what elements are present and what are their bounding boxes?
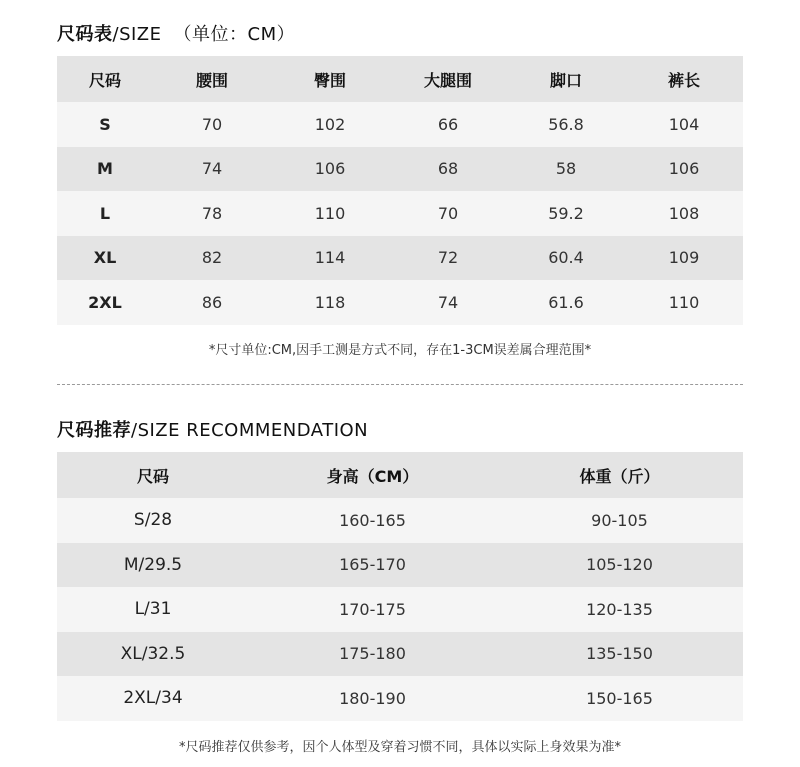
size-chart-header-cell: 臀围 [271, 56, 389, 102]
table-row [57, 587, 743, 632]
size-chart-header-cell: 大腿围 [389, 56, 507, 102]
table-cell: 180-190 [249, 676, 496, 721]
table-row [57, 632, 743, 677]
recommendation-title [57, 416, 368, 442]
recommendation-title-en: /SIZE RECOMMENDATION [131, 420, 369, 441]
table-cell: 2XL/34 [57, 676, 249, 721]
table-cell: 118 [271, 280, 389, 325]
recommendation-header-cell: 体重（斤） [496, 452, 743, 498]
table-cell: 109 [625, 236, 743, 281]
table-cell: 106 [625, 147, 743, 192]
table-cell: 105-120 [496, 543, 743, 588]
table-cell: 66 [389, 102, 507, 147]
table-cell: 110 [271, 191, 389, 236]
table-cell: 114 [271, 236, 389, 281]
table-cell: 70 [153, 102, 271, 147]
table-cell: 82 [153, 236, 271, 281]
size-chart-header-cell: 脚口 [507, 56, 625, 102]
size-chart-title [57, 20, 295, 46]
recommendation-header-cell: 身高（CM） [249, 452, 496, 498]
table-cell: 102 [271, 102, 389, 147]
size-chart-header-cell: 腰围 [153, 56, 271, 102]
recommendation-title-cn: 尺码推荐 [57, 420, 131, 441]
size-chart-title-cn: 尺码表 [57, 24, 113, 45]
table-cell: 108 [625, 191, 743, 236]
table-cell: 59.2 [507, 191, 625, 236]
table-cell: 56.8 [507, 102, 625, 147]
table-cell: 150-165 [496, 676, 743, 721]
table-cell: L [57, 191, 153, 236]
table-cell: 78 [153, 191, 271, 236]
size-chart-title-unit: （单位：CM） [173, 24, 296, 45]
table-cell: 120-135 [496, 587, 743, 632]
table-cell: M/29.5 [57, 543, 249, 588]
table-cell: 175-180 [249, 632, 496, 677]
table-cell: 104 [625, 102, 743, 147]
table-cell: M [57, 147, 153, 192]
table-row [57, 147, 743, 192]
table-cell: 135-150 [496, 632, 743, 677]
size-chart-table [57, 56, 743, 325]
recommendation-header-cell: 尺码 [57, 452, 249, 498]
recommendation-table [57, 452, 743, 721]
table-cell: XL/32.5 [57, 632, 249, 677]
table-row [57, 191, 743, 236]
table-cell: 2XL [57, 280, 153, 325]
table-cell: 106 [271, 147, 389, 192]
table-cell: XL [57, 236, 153, 281]
table-cell: 58 [507, 147, 625, 192]
table-cell: 61.6 [507, 280, 625, 325]
table-row [57, 543, 743, 588]
size-chart-header-cell: 尺码 [57, 56, 153, 102]
table-row [57, 498, 743, 543]
recommendation-header-row [57, 452, 743, 498]
table-cell: S/28 [57, 498, 249, 543]
table-row [57, 676, 743, 721]
table-cell: 90-105 [496, 498, 743, 543]
table-cell: 70 [389, 191, 507, 236]
section-divider [57, 384, 743, 385]
table-cell: 170-175 [249, 587, 496, 632]
table-cell: S [57, 102, 153, 147]
table-cell: 160-165 [249, 498, 496, 543]
size-chart-note: *尺寸单位:CM,因手工测是方式不同，存在1-3CM误差属合理范围* [208, 343, 592, 358]
table-row [57, 280, 743, 325]
table-cell: 74 [153, 147, 271, 192]
table-cell: 60.4 [507, 236, 625, 281]
size-chart-header-cell: 裤长 [625, 56, 743, 102]
table-cell: L/31 [57, 587, 249, 632]
table-row [57, 236, 743, 281]
table-cell: 110 [625, 280, 743, 325]
recommendation-note: *尺码推荐仅供参考，因个人体型及穿着习惯不同，具体以实际上身效果为准* [178, 740, 621, 755]
size-chart-header-row [57, 56, 743, 102]
table-cell: 74 [389, 280, 507, 325]
table-cell: 68 [389, 147, 507, 192]
table-cell: 72 [389, 236, 507, 281]
table-row [57, 102, 743, 147]
table-cell: 86 [153, 280, 271, 325]
size-chart-title-en: /SIZE [112, 24, 162, 45]
table-cell: 165-170 [249, 543, 496, 588]
